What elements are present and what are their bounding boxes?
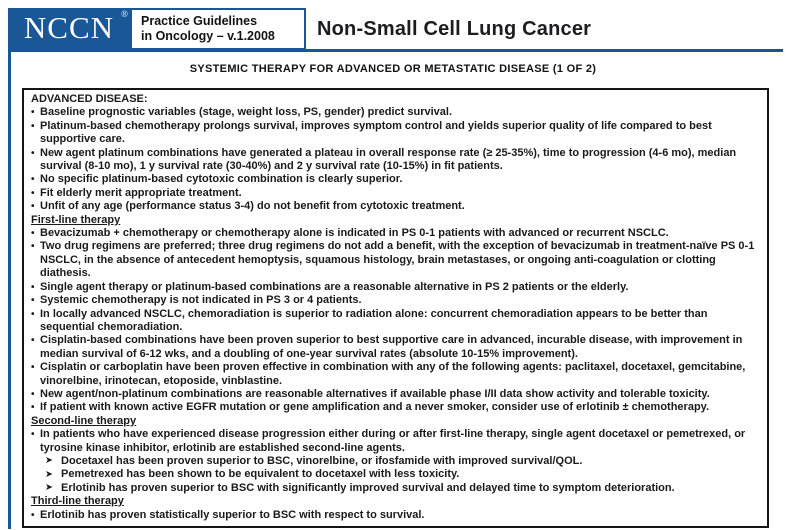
bullet-item bbox=[31, 106, 760, 119]
guidelines-label-line2: in Oncology – v.1.2008 bbox=[141, 29, 275, 43]
bullet-text: Cisplatin or carboplatin have been proven effective in combination with any of the following agents: paclitaxel, docetaxel, gemcitabine, vinorelbine, irinotecan, etoposide, vinblastine. bbox=[40, 361, 746, 387]
bullet-item bbox=[31, 147, 760, 174]
guidelines-label-box bbox=[130, 8, 306, 50]
dot-bullet-icon: • bbox=[31, 281, 35, 293]
bullet-item bbox=[31, 388, 760, 401]
bullet-item bbox=[31, 281, 760, 294]
dot-bullet-icon: • bbox=[31, 201, 35, 213]
sub-bullet-item bbox=[31, 455, 760, 468]
section-heading: Third-line therapy bbox=[31, 495, 124, 508]
bullet-text: In patients who have experienced disease progression either during or after first-line therapy, single agent docetaxel or pemetrexed, or tyrosine kinase inhibitor, erlotinib are established second-line agents. bbox=[40, 428, 746, 454]
dot-bullet-icon: • bbox=[31, 402, 35, 414]
bullet-text: Baseline prognostic variables (stage, weight loss, PS, gender) predict survival. bbox=[40, 106, 453, 119]
bullet-text: If patient with known active EGFR mutation or gene amplification and a never smoker, consider use of erlotinib ± chemotherapy. bbox=[40, 401, 710, 414]
dot-bullet-icon: • bbox=[31, 228, 35, 240]
nccn-logo-text: NCCN bbox=[23, 9, 115, 45]
bullet-text: Single agent therapy or platinum-based combinations are a reasonable alternative in PS 2 patients or the elderly. bbox=[40, 280, 629, 293]
dot-bullet-icon: • bbox=[31, 335, 35, 347]
bullet-item bbox=[31, 200, 760, 213]
registered-trademark-icon: ® bbox=[121, 9, 128, 19]
dot-bullet-icon: • bbox=[31, 107, 35, 119]
nccn-logo bbox=[8, 8, 130, 50]
sub-bullet-item bbox=[31, 468, 760, 481]
bullet-item bbox=[31, 173, 760, 186]
document-title: Non-Small Cell Lung Cancer bbox=[317, 17, 592, 40]
guidelines-label-line1: Practice Guidelines bbox=[141, 14, 258, 28]
arrow-bullet-icon: ➤ bbox=[45, 455, 53, 467]
arrow-bullet-icon: ➤ bbox=[45, 468, 53, 480]
content-box bbox=[22, 88, 769, 528]
bullet-text: New agent platinum combinations have generated a plateau in overall response rate (≥ 25-35%), time to progression (4-6 mo), median survival (8-10 mo), 1 y survival rate (30-40%) and 2 y survival rate (10-15%) in fit patients. bbox=[40, 146, 737, 173]
bullet-text: Erlotinib has proven statistically superior to BSC with respect to survival. bbox=[40, 508, 425, 521]
dot-bullet-icon: • bbox=[31, 174, 35, 186]
sub-bullet-item bbox=[31, 482, 760, 495]
bullet-item bbox=[31, 308, 760, 335]
bullet-item bbox=[31, 227, 760, 240]
dot-bullet-icon: • bbox=[31, 147, 35, 159]
page-heading: SYSTEMIC THERAPY FOR ADVANCED OR METASTATIC DISEASE (1 OF 2) bbox=[189, 63, 597, 75]
bullet-item bbox=[31, 428, 760, 455]
bullet-item bbox=[31, 361, 760, 388]
bullet-text: New agent/non-platinum combinations are reasonable alternatives if available phase I/II data show activity and tolerable toxicity. bbox=[40, 387, 710, 400]
bullet-item bbox=[31, 294, 760, 307]
bullet-text: Platinum-based chemotherapy prolongs survival, improves symptom control and yields superior quality of life compared to best supportive care. bbox=[40, 119, 712, 146]
dot-bullet-icon: • bbox=[31, 295, 35, 307]
bullet-text: Cisplatin-based combinations have been proven superior to best supportive care in advanced, incurable disease, with improvement in median survival of 6-12 wks, and a doubling of one-year survival rates (absolute 10-15% improvement). bbox=[40, 334, 743, 360]
bullet-text: No specific platinum-based cytotoxic combination is clearly superior. bbox=[40, 173, 403, 186]
bullet-item bbox=[31, 334, 760, 361]
section-heading: ADVANCED DISEASE: bbox=[31, 93, 148, 105]
bullet-item bbox=[31, 401, 760, 414]
bullet-text: Erlotinib has proven superior to BSC with significantly improved survival and delayed time to symptom deterioration. bbox=[61, 481, 675, 494]
bullet-item bbox=[31, 187, 760, 200]
section-heading: First-line therapy bbox=[31, 213, 121, 226]
bullet-text: Docetaxel has been proven superior to BSC, vinorelbine, or ifosfamide with improved survival/QOL. bbox=[61, 454, 583, 467]
header bbox=[8, 8, 783, 50]
bullet-item bbox=[31, 120, 760, 147]
arrow-bullet-icon: ➤ bbox=[45, 482, 53, 494]
left-border-rule bbox=[8, 49, 11, 529]
dot-bullet-icon: • bbox=[31, 308, 35, 320]
dot-bullet-icon: • bbox=[31, 120, 35, 132]
bullet-text: Systemic chemotherapy is not indicated in PS 3 or 4 patients. bbox=[40, 294, 362, 307]
bullet-text: In locally advanced NSCLC, chemoradiation is superior to radiation alone: concurrent chemoradiation appears to be better than sequential chemoradiation. bbox=[40, 307, 708, 333]
bullet-text: Pemetrexed has been shown to be equivalent to docetaxel with less toxicity. bbox=[61, 468, 460, 481]
dot-bullet-icon: • bbox=[31, 388, 35, 400]
bullet-item bbox=[31, 240, 760, 280]
bullet-text: Unfit of any age (performance status 3-4) do not benefit from cytotoxic treatment. bbox=[40, 200, 465, 213]
dot-bullet-icon: • bbox=[31, 362, 35, 374]
dot-bullet-icon: • bbox=[31, 187, 35, 199]
section-heading: Second-line therapy bbox=[31, 414, 137, 427]
bullet-text: Two drug regimens are preferred; three drug regimens do not add a benefit, with the exception of bevacizumab in treatment-naïve PS 0-1 NSCLC, in the absence of antecedent hemoptysis, squamous histology, brain metastases, or ongoing anti-coagulation or clotting diathesis. bbox=[40, 240, 755, 280]
header-divider-rule bbox=[8, 49, 783, 52]
bullet-item bbox=[31, 509, 760, 522]
bullet-text: Fit elderly merit appropriate treatment. bbox=[40, 186, 242, 199]
bullet-text: Bevacizumab + chemotherapy or chemotherapy alone is indicated in PS 0-1 patients with advanced or recurrent NSCLC. bbox=[40, 227, 669, 240]
dot-bullet-icon: • bbox=[31, 509, 35, 521]
dot-bullet-icon: • bbox=[31, 429, 35, 441]
dot-bullet-icon: • bbox=[31, 241, 35, 253]
